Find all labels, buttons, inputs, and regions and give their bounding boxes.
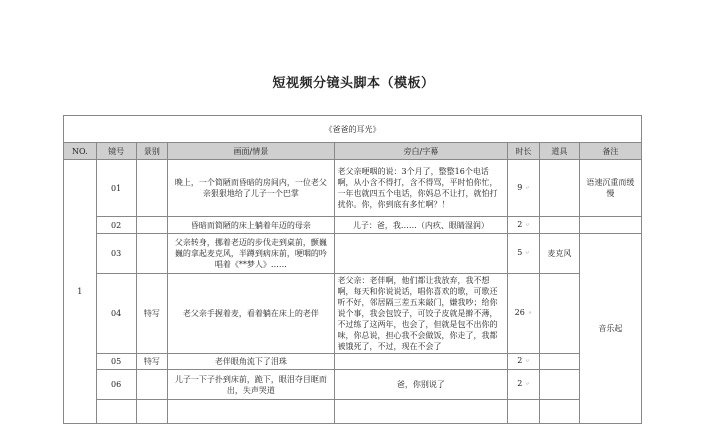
narration-cell: 儿子：爸，我……（内疚、眼睛湿润） xyxy=(334,217,508,234)
duration-value: 2 xyxy=(517,379,523,388)
scene-cell: 老父亲手握着麦，看着躺在床上的老伴 xyxy=(168,274,334,354)
page-title: 短视频分镜头脚本（模板） xyxy=(272,76,435,91)
duration-value: 5 xyxy=(517,248,523,257)
prop-cell xyxy=(539,400,579,424)
no-cell: 1 xyxy=(64,160,97,424)
remark-cell xyxy=(579,217,641,234)
duration-marker: 〃 xyxy=(524,382,530,388)
narration-cell: 爸，你别说了 xyxy=(334,370,508,400)
duration-marker: 〃 xyxy=(524,251,530,257)
header-duration: 时长 xyxy=(508,143,540,160)
scene-cell: 晚上，一个简陋而昏暗的房间内，一位老父亲狠狠地给了儿子一个巴掌 xyxy=(168,160,334,217)
shot-number: 05 xyxy=(96,354,136,370)
duration-marker: 〃 xyxy=(524,222,530,229)
shot-number: 03 xyxy=(96,234,136,274)
shot-scale: 特写 xyxy=(136,274,168,354)
table-row xyxy=(64,217,642,234)
header-narration: 旁白/字幕 xyxy=(334,143,508,160)
scene-cell: 儿子一下子扑到床前，跪下，眼泪夺目眶而出，失声哭道 xyxy=(168,370,334,400)
shot-number: 02 xyxy=(96,217,136,234)
remark-cell: 语速沉重而缓慢 xyxy=(579,160,641,217)
narration-cell xyxy=(334,354,508,370)
shot-scale: 特写 xyxy=(136,354,168,370)
narration-cell xyxy=(334,234,508,274)
duration-value: 26 xyxy=(514,308,525,317)
duration-value: 2 xyxy=(517,219,523,229)
header-prop: 道具 xyxy=(539,143,579,160)
narration-cell xyxy=(334,400,508,424)
table-row xyxy=(64,234,642,274)
shot-scale xyxy=(136,217,168,234)
header-remark: 备注 xyxy=(579,143,641,160)
scene-cell xyxy=(168,400,334,424)
duration-marker: 〃 xyxy=(524,359,530,365)
duration-marker: 〃 xyxy=(527,311,533,317)
prop-cell xyxy=(539,274,579,354)
narration-cell: 老父亲：老伴啊，他们都让我放弃，我不想啊，每天和你说说话，唱你喜欢的歌，可歌还听不好，邻居隔三差五来敲门，嫌我吵；给你说个事，我会包饺子，可饺子皮就是擀不薄，不过练了这两年，也会了，但就是包不出你的味，你总说，担心我不会做饭，你走了，我都被饿死了，不过，现在不会了 xyxy=(334,274,508,354)
shot-number xyxy=(96,400,136,424)
header-scale: 景别 xyxy=(136,143,168,160)
scene-cell: 老伴眼角流下了泪珠 xyxy=(168,354,334,370)
table-row xyxy=(64,370,642,400)
table-row xyxy=(64,160,642,217)
duration-cell xyxy=(508,217,540,234)
duration-value: 2 xyxy=(517,356,523,365)
storyboard-table xyxy=(63,115,642,424)
table-row xyxy=(64,274,642,354)
header-no: NO. xyxy=(64,143,97,160)
prop-cell: 麦克风 xyxy=(539,234,579,274)
duration-cell xyxy=(508,370,540,400)
scene-cell: 父亲转身，挪着老迈的步伐走到桌前，颤巍巍的拿起麦克风，半蹲到病床前，哽咽的吟唱着《**梦人》…… xyxy=(168,234,334,274)
table-row xyxy=(64,400,642,424)
shot-number: 01 xyxy=(96,160,136,217)
shot-number: 06 xyxy=(96,370,136,400)
scene-cell: 昏暗而简陋的床上躺着年迈的母亲 xyxy=(168,217,334,234)
prop-cell xyxy=(539,160,579,217)
prop-cell xyxy=(539,370,579,400)
duration-cell xyxy=(508,354,540,370)
header-row xyxy=(64,143,642,160)
remark-cell: 音乐起 xyxy=(579,234,641,424)
table-row xyxy=(64,354,642,370)
shot-number: 04 xyxy=(96,274,136,354)
prop-cell xyxy=(539,217,579,234)
shot-scale xyxy=(136,234,168,274)
shot-scale xyxy=(136,370,168,400)
duration-cell xyxy=(508,234,540,274)
duration-cell xyxy=(508,274,540,354)
duration-value: 9 xyxy=(517,182,523,192)
duration-marker: 〃 xyxy=(524,185,530,192)
header-shot: 镜号 xyxy=(96,143,136,160)
shot-scale xyxy=(136,160,168,217)
duration-cell xyxy=(508,400,540,424)
prop-cell xyxy=(539,354,579,370)
duration-cell xyxy=(508,160,540,217)
narration-cell: 老父亲哽咽的说：3个月了，整整16个电话啊，从小含不得打，含不得骂，平时怕你忙，一年也就四五个电话，你妈总不让打，就怕打扰你。你，你到底有多忙啊？！ xyxy=(334,160,508,217)
shot-scale xyxy=(136,400,168,424)
film-title: 《爸爸的耳光》 xyxy=(64,116,642,143)
header-scene: 画面/情景 xyxy=(168,143,334,160)
